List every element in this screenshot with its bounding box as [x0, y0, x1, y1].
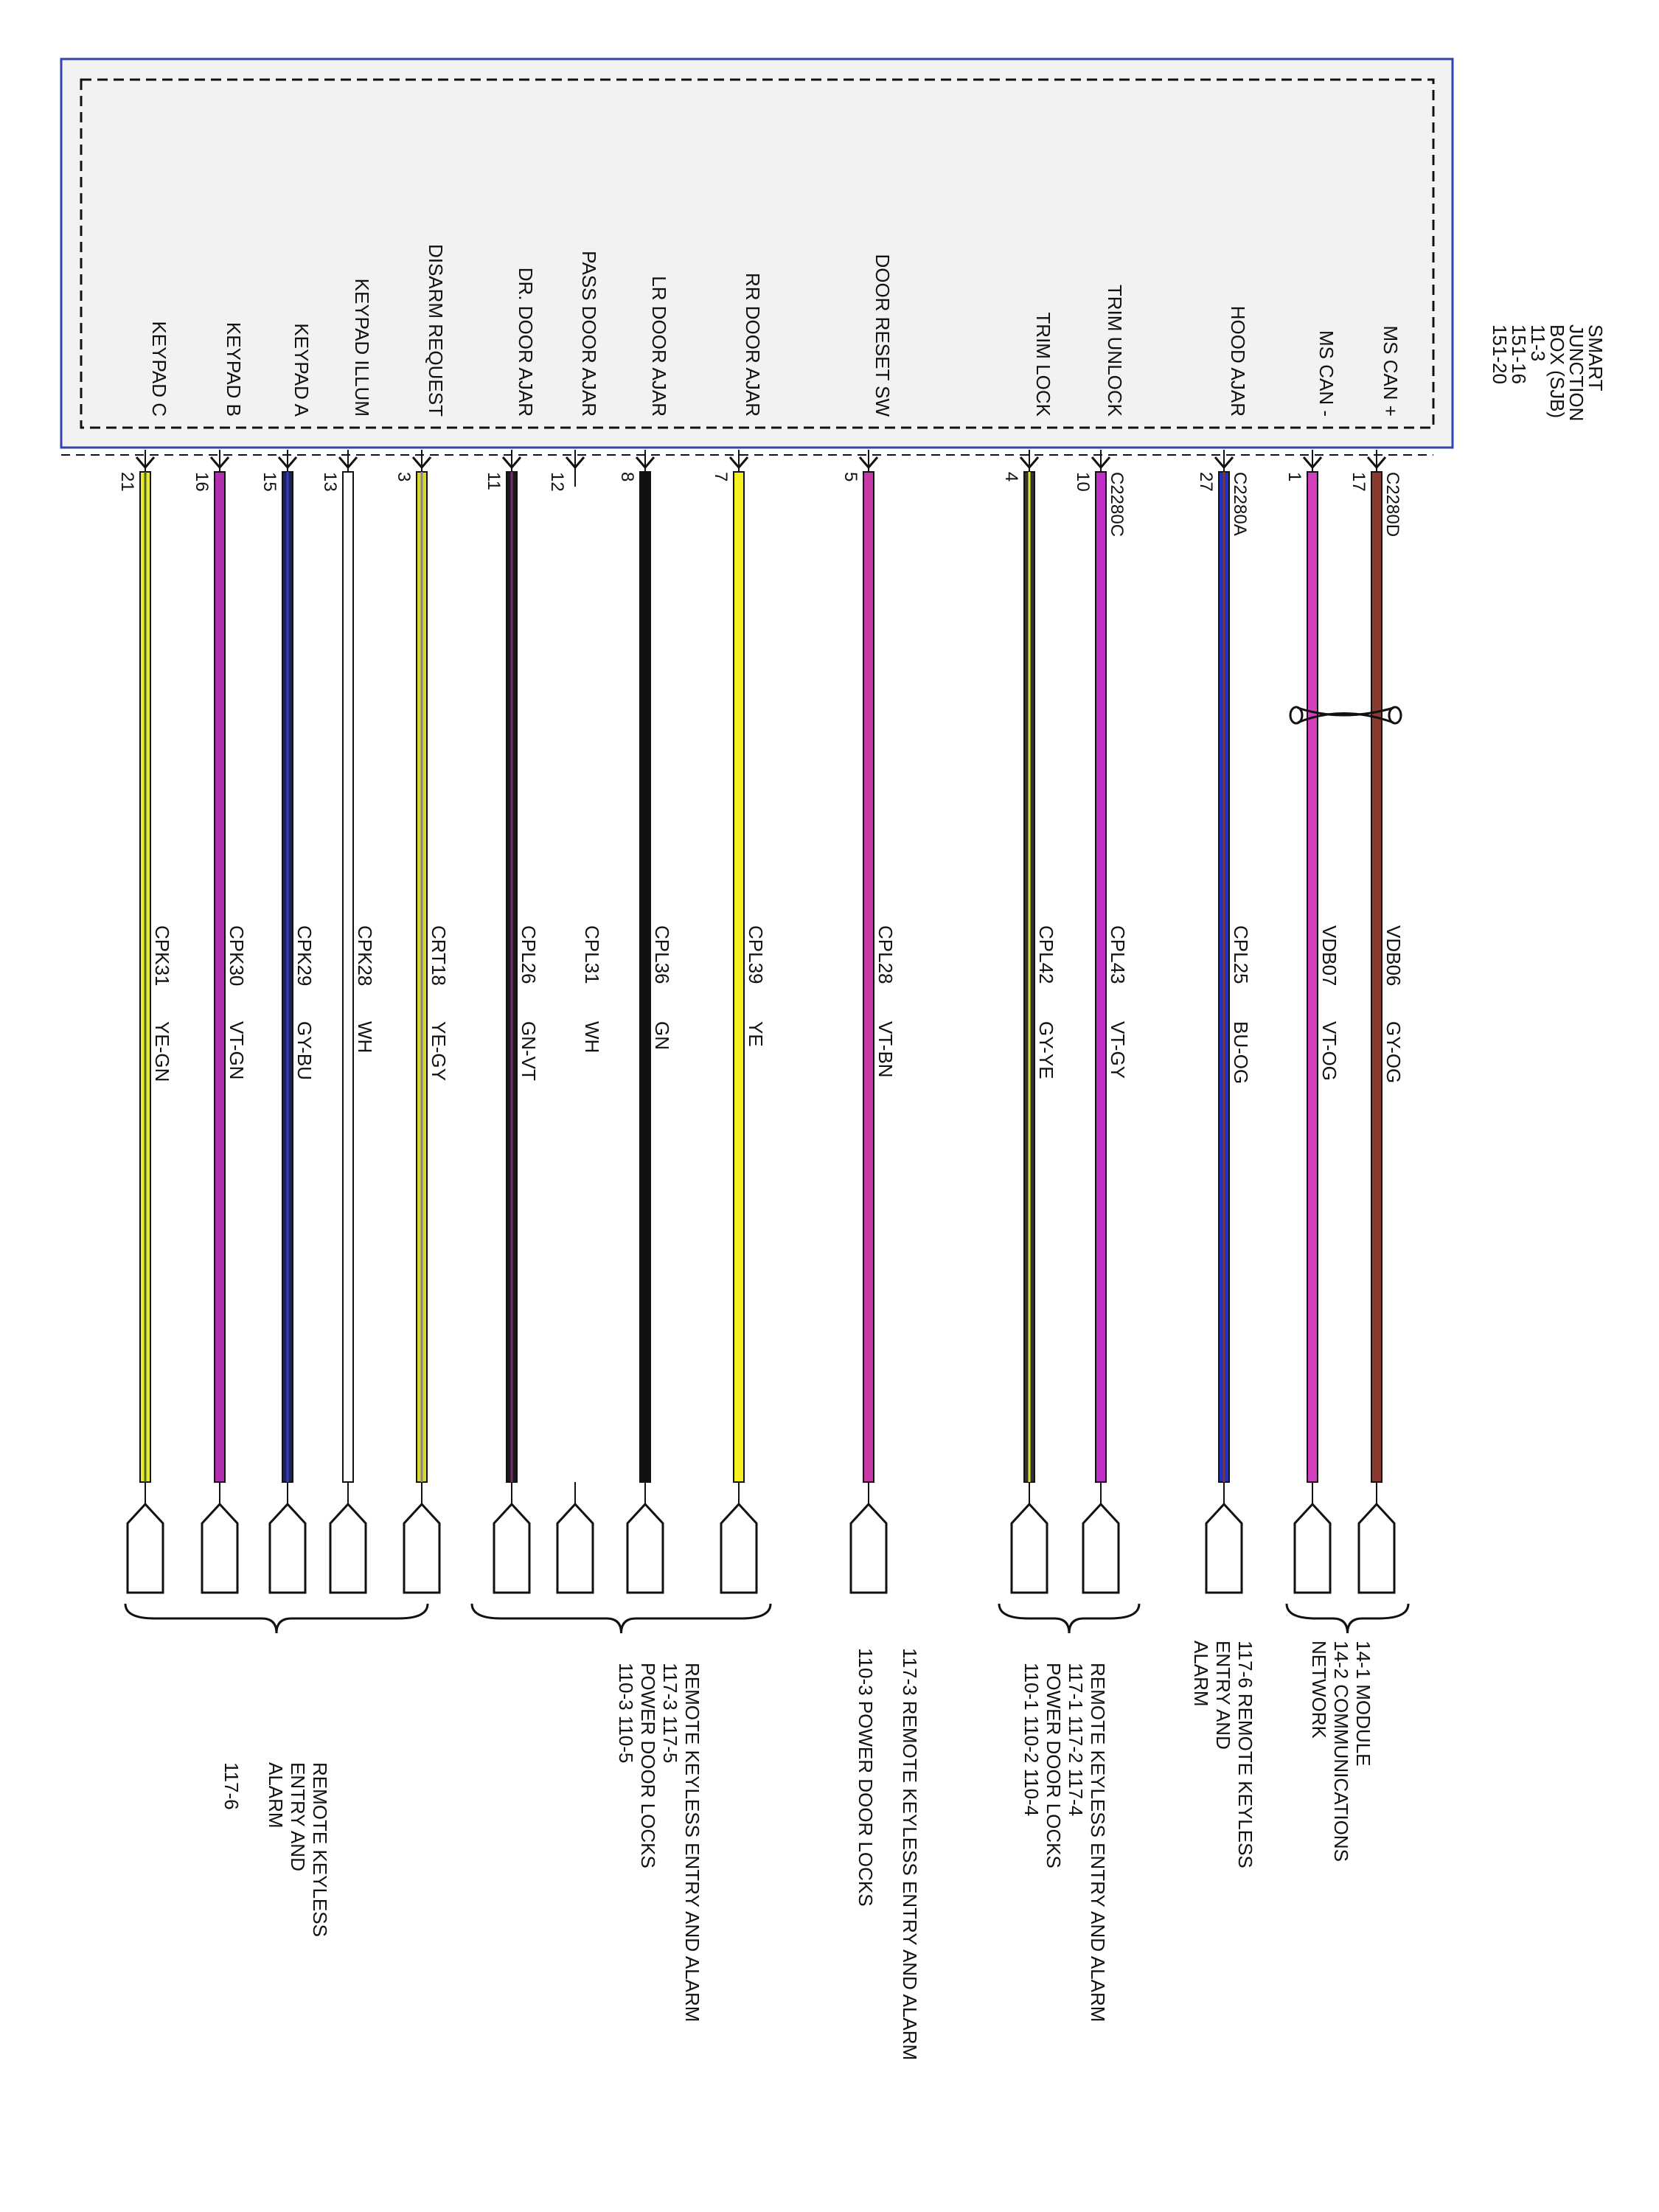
circuit-id: CPK29: [293, 925, 316, 987]
destination-line: POWER DOOR LOCKS: [637, 1663, 659, 1868]
module-line-1: JUNCTION: [1565, 324, 1587, 422]
wire-color-code: VT-GN: [226, 1021, 248, 1080]
destination-block: [855, 1648, 921, 2060]
wire-color-code: GY-YE: [1035, 1021, 1057, 1079]
module-title: [1489, 324, 1607, 421]
wire-color-code: VT-GY: [1107, 1021, 1129, 1079]
destination-line: ALARM: [265, 1762, 287, 1829]
pin-label: MS CAN +: [1380, 325, 1402, 417]
destination-block: [220, 1762, 331, 1937]
wire-color-code: GY-BU: [293, 1021, 316, 1080]
pin-number: 11: [484, 472, 504, 490]
pin-number: 4: [1001, 472, 1021, 482]
destination-line: 117-3 REMOTE KEYLESS ENTRY AND ALARM: [899, 1648, 921, 2061]
group-brace: [472, 1604, 771, 1633]
destination-line: 110-1 110-2 110-4: [1020, 1663, 1043, 1817]
circuit-id: VDB06: [1382, 925, 1405, 987]
wire-color-code: GN-VT: [518, 1021, 540, 1081]
wire-cpk29: [260, 323, 316, 1593]
terminal-connector: [557, 1504, 593, 1593]
destination-block: [1020, 1663, 1109, 2022]
module-line-0: SMART: [1585, 324, 1607, 392]
pin-number: 27: [1196, 472, 1216, 492]
pin-label: DISARM REQUEST: [425, 243, 447, 417]
destination-line: 117-1 117-2 117-4: [1065, 1663, 1087, 1817]
terminal-connector: [721, 1504, 757, 1593]
pin-number: 3: [394, 472, 414, 482]
wire-color-code: WH: [581, 1021, 603, 1054]
pin-label: PASS DOOR AJAR: [578, 251, 600, 417]
wire-cpk31: [117, 321, 173, 1593]
pin-number: 10: [1073, 472, 1093, 492]
pin-number: 8: [617, 472, 637, 482]
pin-number: 13: [320, 472, 340, 492]
wire-color-code: YE-GY: [428, 1021, 450, 1081]
destination-line: REMOTE KEYLESS: [309, 1762, 331, 1937]
group-brace: [125, 1604, 428, 1633]
pin-number: 12: [547, 472, 567, 492]
wire-cpl43: [1073, 285, 1129, 1593]
wire-cpl36: [617, 276, 673, 1593]
destinations: [220, 1641, 1374, 2060]
circuit-id: CPK28: [354, 925, 376, 987]
destination-braces: [125, 1604, 1408, 1633]
terminal-connector: [1012, 1504, 1047, 1593]
destination-block: [615, 1663, 703, 2022]
pin-label: KEYPAD A: [291, 323, 313, 417]
wire-color-code: GY-OG: [1382, 1021, 1405, 1084]
pin-number: 1: [1284, 472, 1304, 482]
wire-cpl26: [484, 268, 540, 1593]
connector-id: C2280C: [1107, 472, 1127, 538]
pin-label: TRIM LOCK: [1032, 312, 1054, 417]
wire-vdb06: [1349, 325, 1405, 1593]
pin-label: MS CAN -: [1315, 330, 1338, 417]
wire-cpk28: [320, 279, 376, 1593]
module-line-3: 11-3: [1527, 324, 1549, 362]
destination-line: 14-1 MODULE: [1352, 1641, 1374, 1767]
pin-label: KEYPAD B: [223, 321, 245, 417]
wire-color-code: VT-OG: [1318, 1021, 1340, 1081]
circuit-id: VDB07: [1318, 925, 1340, 987]
pin-label: DOOR RESET SW: [872, 254, 894, 417]
pin-label: KEYPAD C: [148, 321, 170, 417]
circuit-id: CPL42: [1035, 925, 1057, 984]
wire-body: [1096, 472, 1106, 1482]
destination-line: REMOTE KEYLESS ENTRY AND ALARM: [1087, 1663, 1109, 2023]
wire-color-code: YE: [745, 1021, 767, 1047]
terminal-connector: [851, 1504, 886, 1593]
terminal-connector: [270, 1504, 305, 1593]
wire-color-code: GN: [651, 1021, 673, 1050]
wire-color-code: YE-GN: [151, 1021, 173, 1082]
wire-vdb07: [1284, 330, 1340, 1593]
group-brace: [999, 1604, 1139, 1633]
circuit-id: CPL39: [745, 925, 767, 984]
terminal-connector: [1206, 1504, 1242, 1593]
terminal-connector: [1295, 1504, 1330, 1593]
connector-id: C2280A: [1230, 472, 1250, 536]
circuit-id: CPL25: [1230, 925, 1252, 984]
terminal-connector: [1083, 1504, 1119, 1593]
wire-color-code: BU-OG: [1230, 1021, 1252, 1085]
wire-body: [215, 472, 225, 1482]
destination-line: POWER DOOR LOCKS: [1043, 1663, 1065, 1868]
wire-body: [863, 472, 874, 1482]
module-line-5: 151-20: [1489, 324, 1511, 384]
destination-line: ENTRY AND: [1212, 1641, 1234, 1750]
wire-color-code: WH: [354, 1021, 376, 1054]
pin-label: DR. DOOR AJAR: [515, 267, 537, 417]
destination-line: 117-6 REMOTE KEYLESS: [1234, 1641, 1256, 1868]
destination-line: NETWORK: [1308, 1641, 1330, 1739]
pin-number: 5: [841, 472, 860, 482]
circuit-id: CPL36: [651, 925, 673, 984]
destination-block: [1190, 1641, 1256, 1868]
destination-line: ENTRY AND: [287, 1762, 309, 1871]
destination-line: REMOTE KEYLESS ENTRY AND ALARM: [681, 1663, 703, 2023]
wire-body: [734, 472, 744, 1482]
wire-cpl25: [1196, 306, 1252, 1593]
pin-label: TRIM UNLOCK: [1104, 284, 1126, 417]
destination-line: 117-3 117-5: [659, 1663, 681, 1764]
wire-color-code: VT-BN: [874, 1021, 897, 1078]
terminal-connector: [494, 1504, 529, 1593]
wire-body: [343, 472, 353, 1482]
destination-line: 110-3 110-5: [615, 1663, 637, 1764]
module-line-4: 151-16: [1508, 324, 1530, 384]
destination-line: ALARM: [1190, 1641, 1212, 1707]
pin-number: 7: [711, 472, 731, 482]
pin-label: RR DOOR AJAR: [742, 272, 764, 417]
destination-line: 14-2 COMMUNICATIONS: [1330, 1641, 1352, 1862]
terminal-connector: [404, 1504, 439, 1593]
pin-number: 21: [117, 472, 137, 492]
pin-number: 15: [260, 472, 279, 492]
pin-number: 17: [1349, 472, 1368, 492]
wire-body: [1371, 472, 1382, 1482]
wire-body: [640, 472, 650, 1482]
circuit-id: CRT18: [428, 925, 450, 986]
wire-cpk30: [192, 322, 248, 1593]
connector-id: C2280D: [1382, 472, 1402, 538]
wire-body: [1307, 472, 1318, 1482]
circuit-id: CPL28: [874, 925, 897, 984]
terminal-connector: [1359, 1504, 1394, 1593]
circuit-id: CPL43: [1107, 925, 1129, 984]
destination-line: 110-3 POWER DOOR LOCKS: [855, 1648, 877, 1907]
destination-line: 117-6: [220, 1762, 243, 1810]
terminal-connector: [202, 1504, 237, 1593]
circuit-id: CPK30: [226, 925, 248, 987]
wire-cpl39: [711, 273, 767, 1593]
group-brace: [1287, 1604, 1408, 1633]
circuit-id: CPK31: [151, 925, 173, 987]
terminal-connector: [128, 1504, 163, 1593]
terminal-connector: [627, 1504, 663, 1593]
wire-cpl31: [547, 251, 603, 1593]
circuit-id: CPL31: [581, 925, 603, 984]
terminal-connector: [330, 1504, 366, 1593]
pin-label: HOOD AJAR: [1227, 305, 1249, 417]
module-line-2: BOX (SJB): [1546, 324, 1568, 419]
circuit-id: CPL26: [518, 925, 540, 984]
destination-block: [1308, 1641, 1374, 1862]
pin-label: LR DOOR AJAR: [648, 276, 670, 417]
pin-label: KEYPAD ILLUM: [351, 278, 373, 417]
pin-number: 16: [192, 472, 212, 492]
wire-cpl42: [1001, 312, 1057, 1593]
